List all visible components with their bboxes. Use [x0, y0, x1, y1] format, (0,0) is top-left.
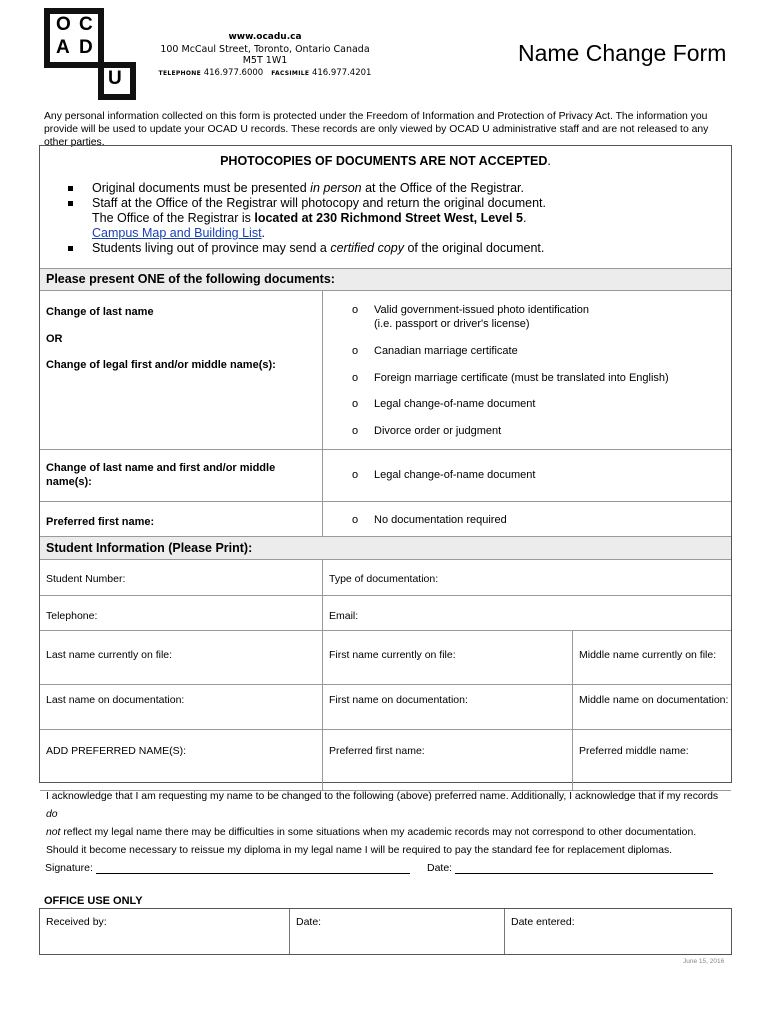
signature-field[interactable] — [45, 862, 410, 874]
row-divider — [40, 684, 731, 685]
option-text: Valid government-issued photo identification — [374, 304, 590, 316]
notice-heading-period: . — [547, 154, 551, 168]
option-text: No documentation required — [374, 514, 507, 526]
change-first-middle-label: Change of legal first and/or middle name(s): — [46, 359, 276, 371]
circle-bullet-icon: o — [352, 398, 359, 410]
documents-header: Please present ONE of the following documents: — [40, 268, 731, 291]
notice-emphasis: certified copy — [330, 241, 404, 255]
add-preferred-label: ADD PREFERRED NAME(S): — [46, 745, 187, 757]
column-divider — [289, 909, 290, 954]
notice-heading — [40, 154, 731, 168]
bullet-icon — [68, 186, 73, 191]
date-line[interactable] — [455, 864, 713, 874]
notice-text: Students living out of province may send a — [92, 241, 331, 255]
column-divider — [322, 291, 323, 536]
email-field[interactable]: Email: — [329, 610, 359, 622]
date-entered-field[interactable]: Date entered: — [511, 916, 575, 928]
label-text: Change of last name and first and/or middle — [46, 462, 276, 474]
notice-text: The Office of the Registrar is — [92, 211, 255, 225]
website: www.ocadu.ca — [228, 32, 302, 42]
change-both-label — [46, 461, 275, 489]
office-use-box — [39, 908, 732, 955]
received-by-field[interactable]: Received by: — [46, 916, 107, 928]
logo-letter: A — [56, 37, 71, 58]
option-text: Foreign marriage certificate (must be translated into English) — [374, 372, 669, 384]
circle-bullet-icon: o — [352, 425, 359, 437]
circle-bullet-icon: o — [352, 469, 359, 481]
row-divider — [40, 501, 731, 502]
revision-date: June 15, 2016 — [683, 958, 725, 965]
row-divider — [40, 630, 731, 631]
last-name-on-doc-field[interactable]: Last name on documentation: — [46, 694, 185, 706]
list-item — [68, 181, 546, 196]
student-info-header: Student Information (Please Print): — [40, 536, 731, 560]
option-text: Canadian marriage certificate — [374, 345, 518, 357]
notice-text: of the original document. — [404, 241, 545, 255]
address-block — [150, 32, 380, 78]
circle-bullet-icon: o — [352, 372, 359, 384]
page-title: Name Change Form — [518, 40, 727, 66]
option-text: Legal change-of-name document — [374, 398, 536, 410]
facsimile-number: 416.977.4201 — [311, 68, 372, 78]
notice-text: . — [261, 226, 266, 240]
option-legal-change — [352, 397, 536, 411]
office-date-field[interactable]: Date: — [296, 916, 322, 928]
student-number-field[interactable]: Student Number: — [46, 573, 126, 585]
notice-heading-text: PHOTOCOPIES OF DOCUMENTS ARE NOT ACCEPTED — [220, 154, 548, 168]
acknowledgement-text — [46, 788, 726, 860]
option-canadian-marriage — [352, 344, 518, 358]
row-divider — [40, 729, 731, 730]
option-text: Divorce order or judgment — [374, 425, 502, 437]
middle-name-on-file-field[interactable]: Middle name currently on file: — [579, 649, 717, 661]
notice-text: at the Office of the Registrar. — [361, 181, 524, 195]
ocadu-logo — [44, 8, 136, 94]
logo-frame — [44, 8, 104, 68]
telephone-number: 416.977.6000 — [203, 68, 264, 78]
logo-letter: U — [108, 68, 123, 89]
bullet-icon — [68, 201, 73, 206]
signature-line[interactable] — [96, 864, 410, 874]
row-divider — [40, 449, 731, 450]
first-name-on-file-field[interactable]: First name currently on file: — [329, 649, 456, 661]
street-address: 100 McCaul Street, Toronto, Ontario Canada M5T 1W1 — [160, 44, 370, 66]
option-text: Legal change-of-name document — [374, 469, 536, 481]
first-name-on-doc-field[interactable]: First name on documentation: — [329, 694, 468, 706]
bullet-icon — [68, 246, 73, 251]
phone-fax — [150, 68, 380, 78]
signature-label: Signature: — [45, 862, 93, 874]
circle-bullet-icon: o — [352, 514, 359, 526]
option-foreign-marriage — [352, 371, 669, 385]
or-label: OR — [46, 333, 63, 345]
telephone-label: TELEPHONE — [158, 70, 201, 77]
logo-letter: D — [79, 37, 94, 58]
circle-bullet-icon: o — [352, 304, 359, 316]
form-main-box — [39, 145, 732, 856]
option-photo-id-note: (i.e. passport or driver's license) — [374, 318, 530, 330]
notice-text: Staff at the Office of the Registrar will photocopy and return the original document. — [92, 196, 546, 210]
ack-text: I acknowledge that I am requesting my name to be changed to the following (above) preferred name. Additionally, I acknowledge that if my records — [46, 791, 719, 802]
change-last-name-label: Change of last name — [46, 306, 154, 318]
column-divider — [572, 630, 573, 790]
logo-letter: O — [56, 14, 72, 35]
notice-text: . — [522, 211, 527, 225]
ack-emphasis: do — [46, 809, 58, 820]
doc-type-field[interactable]: Type of documentation: — [329, 573, 439, 585]
circle-bullet-icon: o — [352, 345, 359, 357]
row-divider — [40, 595, 731, 596]
privacy-notice: Any personal information collected on this form is protected under the Freedom of Information and Protection of Privacy Act. The information you provide will be used to update your OCAD U records. These records are only viewed by OCAD U administrative staff and are not released to any other parties. — [44, 111, 709, 148]
facsimile-label: FACSIMILE — [271, 70, 310, 77]
office-use-title: OFFICE USE ONLY — [44, 895, 143, 907]
ack-text: reflect my legal name there may be difficulties in some situations when my academic records may not correspond to other documentation. Should it become necessary to reissue my diploma in my legal name I will be required to pay the standard fee for replacement diplomas. — [46, 827, 697, 856]
option-divorce — [352, 424, 502, 438]
date-label: Date: — [427, 862, 453, 874]
campus-map-link[interactable]: Campus Map and Building List — [92, 226, 262, 240]
telephone-field[interactable]: Telephone: — [46, 610, 98, 622]
middle-name-on-doc-field[interactable]: Middle name on documentation: — [579, 694, 729, 706]
preferred-middle-field[interactable]: Preferred middle name: — [579, 745, 689, 757]
registrar-location: located at 230 Richmond Street West, Level 5 — [254, 211, 523, 225]
option-no-doc — [352, 513, 507, 527]
notice-text: Original documents must be presented — [92, 181, 311, 195]
label-text: name(s): — [46, 476, 92, 488]
preferred-first-field[interactable]: Preferred first name: — [329, 745, 425, 757]
date-field[interactable] — [427, 862, 713, 874]
last-name-on-file-field[interactable]: Last name currently on file: — [46, 649, 173, 661]
preferred-first-label: Preferred first name: — [46, 516, 155, 528]
option-legal-change-2 — [352, 468, 536, 482]
list-item — [68, 241, 546, 256]
notice-emphasis: in person — [310, 181, 362, 195]
ack-emphasis: not — [46, 827, 61, 838]
list-item — [68, 196, 546, 241]
notice-list — [68, 181, 546, 256]
logo-letter: C — [79, 14, 94, 35]
option-photo-id — [352, 303, 590, 317]
column-divider — [504, 909, 505, 954]
